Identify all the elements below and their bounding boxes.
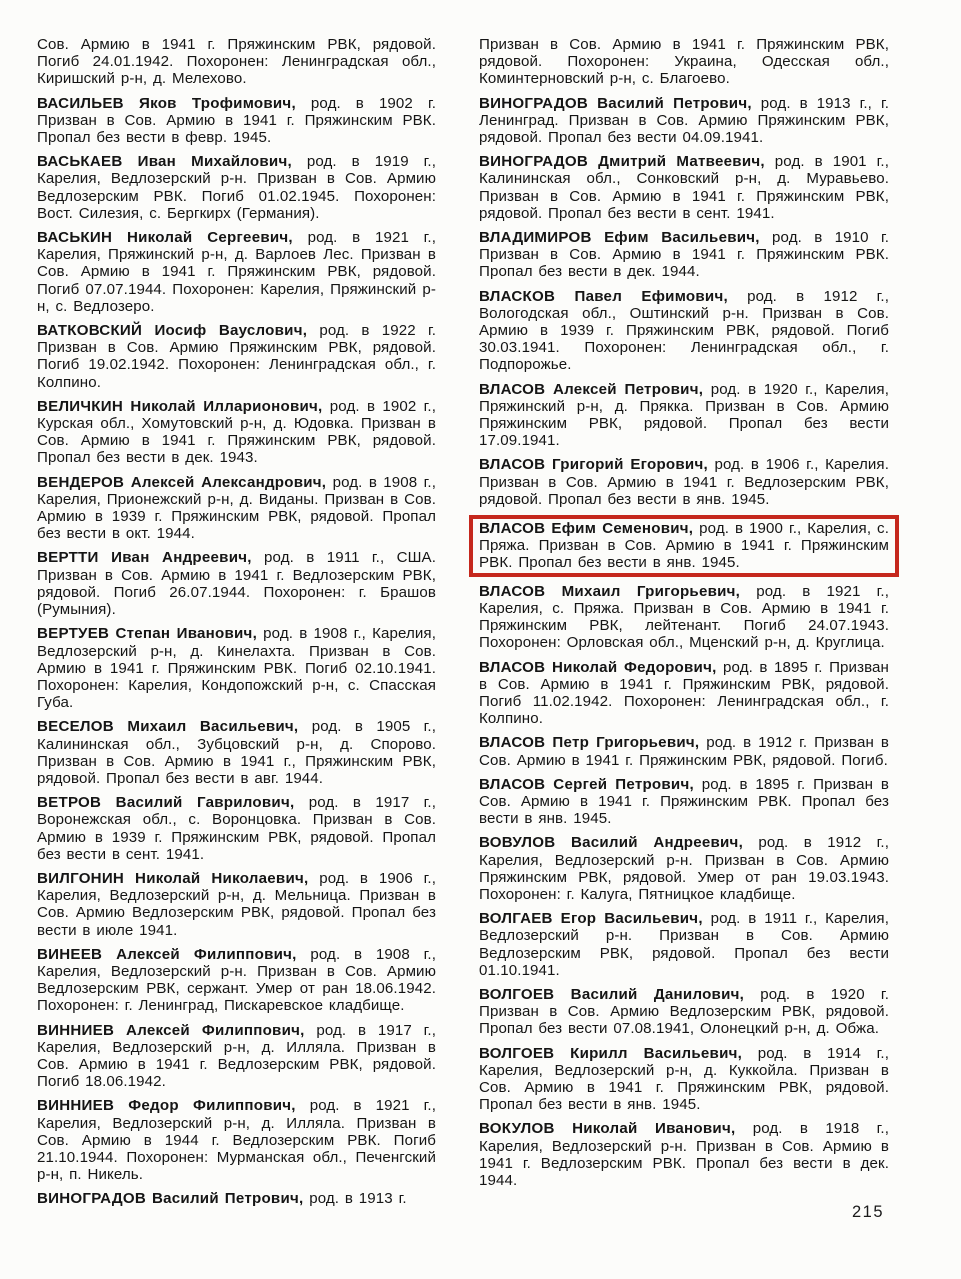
right-column xyxy=(479,36,889,1196)
entry-surname: ВОЛГОЕВ Василий Данилович, xyxy=(479,985,745,1003)
entry-surname: ВИННИЕВ Федор Филиппович, xyxy=(37,1097,296,1115)
entry: ВАСЬКАЕВ Иван Михайлович, род. в 1919 г., Карелия, Ведлозерский р-н. Призван в Сов. Армию Ведлозерским РВК. Погиб 01.02.1945. Похоронен: Вост. Силезия, с. Бергкирх (Германия). xyxy=(37,153,436,222)
entry: ВАСЬКИН Николай Сергеевич, род. в 1921 г., Карелия, Пряжинский р-н, д. Варлоев Лес. Призван в Сов. Армию в 1941 г. Пряжинским РВК, рядовой. Погиб 07.07.1944. Похоронен: Карелия, Пряжинский р-н, с. Ведлозеро. xyxy=(37,229,437,315)
entry-surname: ВИНЕЕВ Алексей Филиппович, xyxy=(37,945,297,963)
entry-surname: ВОЛГАЕВ Егор Васильевич, xyxy=(479,910,703,928)
entry-surname: ВОЛГОЕВ Кирилл Васильевич, xyxy=(479,1044,743,1062)
entry: ВЛАСОВ Сергей Петрович, род. в 1895 г. Призван в Сов. Армию в 1941 г. Пряжинским РВК. Пропал без вести в янв. 1945. xyxy=(479,775,890,828)
entry-surname: ВЕЛИЧКИН Николай Илларионович, xyxy=(37,397,323,415)
entry: ВЕСЕЛОВ Михаил Васильевич, род. в 1905 г., Калининская обл., Зубцовский р-н, д. Спорово. Призван в Сов. Армию в 1941 г., Пряжинским РВК, рядовой. Пропал без вести в авг. 1944. xyxy=(37,718,436,787)
entry: ВЛАСОВ Алексей Петрович, род. в 1920 г., Карелия, Пряжинский р-н, д. Прякка. Призван в Сов. Армию Пряжинским РВК, рядовой. Пропал без вести 17.09.1941. xyxy=(479,380,889,450)
entry: ВАТКОВСКИЙ Иосиф Вауслович, род. в 1922 г. Призван в Сов. Армию Пряжинским РВК, рядовой. Погиб 19.02.1942. Похоронен: Ленинградская обл., г. Колпино. xyxy=(37,322,436,391)
entry: ВЕРТТИ Иван Андреевич, род. в 1911 г., США. Призван в Сов. Армию в 1941 г. Ведлозерским РВК, рядовой. Погиб 26.07.1944. Похоронен: г. Брашов (Румыния). xyxy=(37,549,436,619)
entry-surname: ВЛАСОВ Сергей Петрович, xyxy=(479,775,694,793)
entry-surname: ВЛАСКОВ Павел Ефимович, xyxy=(479,287,728,305)
entry-surname: ВИНОГРАДОВ Василий Петрович, xyxy=(37,1190,304,1208)
entry: ВИННИЕВ Алексей Филиппович, род. в 1917 г., Карелия, Ведлозерский р-н, д. Илляла. Призван в Сов. Армию в 1941 г. Ведлозерским РВК, рядовой. Погиб 18.06.1942. xyxy=(37,1021,436,1091)
entry: ВИННИЕВ Федор Филиппович, род. в 1921 г., Карелия, Ведлозерский р-н, д. Илляла. Призван в Сов. Армию в 1944 г. Ведлозерским РВК. Погиб 21.10.1944. Похоронен: Мурманская обл., Печенгский р-н, п. Никель. xyxy=(37,1097,436,1184)
entry-surname: ВЕРТУЕВ Степан Иванович, xyxy=(37,625,258,643)
entry: ВОКУЛОВ Николай Иванович, род. в 1918 г., Карелия, Ведлозерский р-н. Призван в Сов. Армию в 1941 г. Ведлозерским РВК. Пропал без вести в дек. 1944. xyxy=(479,1120,889,1189)
entry-surname: ВИНОГРАДОВ Василий Петрович, xyxy=(479,94,752,112)
entry-surname: ВЛАСОВ Николай Федорович, xyxy=(479,658,717,676)
entry: ВЕРТУЕВ Степан Иванович, род. в 1908 г., Карелия, Ведлозерский р-н, д. Кинелахта. Призван в Сов. Армию в 1941 г. Пряжинским РВК. Погиб 02.10.1941. Похоронен: Карелия, Кондопожский р-н, с. Спасская Губа. xyxy=(37,625,436,712)
entry-surname: ВАСЬКАЕВ Иван Михайлович, xyxy=(37,153,292,171)
entry: ВЛАСОВ Григорий Егорович, род. в 1906 г., Карелия. Призван в Сов. Армию в 1941 г. Ведлозерским РВК, рядовой. Пропал без вести в янв. 1945. xyxy=(479,456,889,508)
entry-surname: ВИНОГРАДОВ Дмитрий Матвеевич, xyxy=(479,153,765,171)
entry-surname: ВЛАСОВ Михаил Григорьевич, xyxy=(479,582,741,600)
entry: Призван в Сов. Армию в 1941 г. Пряжинским РВК, рядовой. Похоронен: Украина, Одесская обл., Коминтерновский р-н, с. Благоево. xyxy=(479,36,889,88)
entry-surname: ВЕНДЕРОВ Алексей Александрович, xyxy=(37,473,327,491)
entry: ВЛАДИМИРОВ Ефим Васильевич, род. в 1910 г. Призван в Сов. Армию в 1941 г. Пряжинским РВК. Пропал без вести в дек. 1944. xyxy=(479,229,889,281)
left-column xyxy=(37,36,436,1215)
entry-surname: ВЛАСОВ Петр Григорьевич, xyxy=(479,734,700,752)
entry-surname: ВИЛГОНИН Николай Николаевич, xyxy=(37,869,309,887)
entry: ВЕНДЕРОВ Алексей Александрович, род. в 1908 г., Карелия, Прионежский р-н, д. Виданы. Призван в Сов. Армию в 1939 г. Пряжинским РВК, рядовой. Пропал без вести в окт. 1944. xyxy=(37,473,436,543)
entry: ВЛАСКОВ Павел Ефимович, род. в 1912 г., Вологодская обл., Оштинский р-н. Призван в Сов. Армию в 1939 г. Пряжинским РВК, рядовой. Погиб 30.03.1941. Похоронен: Ленинградская обл., г. Подпорожье. xyxy=(479,287,889,374)
entry: Сов. Армию в 1941 г. Пряжинским РВК, рядовой. Погиб 24.01.1942. Похоронен: Ленинградская обл., Киришский р-н, д. Мелехово. xyxy=(37,36,436,88)
entry: ВИНОГРАДОВ Дмитрий Матвеевич, род. в 1901 г., Калининская обл., Сонковский р-н, д. Муравьево. Призван в Сов. Армию в 1941 г. Пряжинским РВК, рядовой. Пропал без вести в сент. 1941. xyxy=(479,153,889,222)
entry-surname: ВЛАДИМИРОВ Ефим Васильевич, xyxy=(479,229,760,247)
entry: ВОЛГАЕВ Егор Васильевич, род. в 1911 г., Карелия, Ведлозерский р-н. Призван в Сов. Армию Ведлозерским РВК, рядовой. Пропал без вести 01.10.1941. xyxy=(479,910,889,979)
entry-surname: ВЛАСОВ Ефим Семенович, xyxy=(479,520,694,538)
entry: ВИНОГРАДОВ Василий Петрович, род. в 1913 г., г. Ленинград. Призван в Сов. Армию Пряжинским РВК, рядовой. Пропал без вести 04.09.1941. xyxy=(479,94,890,147)
entry: ВАСИЛЬЕВ Яков Трофимович, род. в 1902 г. Призван в Сов. Армию в 1941 г. Пряжинским РВК. Пропал без вести в февр. 1945. xyxy=(37,94,436,147)
entry-surname: ВЛАСОВ Алексей Петрович, xyxy=(479,380,704,398)
entry-surname: ВЕСЕЛОВ Михаил Васильевич, xyxy=(37,718,299,736)
highlight-box xyxy=(469,515,899,577)
highlighted-entry: ВЛАСОВ Ефим Семенович, род. в 1900 г., Карелия, с. Пряжа. Призван в Сов. Армию в 1941 г. Пряжинским РВК. Пропал без вести в янв. 1945. xyxy=(479,520,889,572)
entry-surname: ВОКУЛОВ Николай Иванович, xyxy=(479,1120,736,1138)
entry: ВЛАСОВ Михаил Григорьевич, род. в 1921 г., Карелия, с. Пряжа. Призван в Сов. Армию в 1941 г. Пряжинским РВК, лейтенант. Погиб 24.07.1943. Похоронен: Орловская обл., Мценский р-н, д. Круглица. xyxy=(479,582,889,652)
entry-surname: ВИННИЕВ Алексей Филиппович, xyxy=(37,1021,305,1039)
entry: ВЕТРОВ Василий Гаврилович, род. в 1917 г., Воронежская обл., с. Воронцовка. Призван в Сов. Армию в 1939 г. Пряжинским РВК, рядовой. Пропал без вести в сент. 1941. xyxy=(37,794,436,863)
entry: ВЛАСОВ Николай Федорович, род. в 1895 г. Призван в Сов. Армию в 1941 г. Пряжинским РВК, рядовой. Погиб 11.02.1942. Похоронен: Ленинградская обл., г. Колпино. xyxy=(479,658,889,728)
entry: ВОЛГОЕВ Василий Данилович, род. в 1920 г. Призван в Сов. Армию Ведлозерским РВК, рядовой. Пропал без вести 07.08.1941, Олонецкий р-н, д. Обжа. xyxy=(479,985,889,1038)
entry: ВИНОГРАДОВ Василий Петрович, род. в 1913 г. xyxy=(37,1190,407,1208)
entry: ВОВУЛОВ Василий Андреевич, род. в 1912 г., Карелия, Ведлозерский р-н. Призван в Сов. Армию Пряжинским РВК, рядовой. Умер от ран 19.03.1943. Похоронен: г. Калуга, Пятницкое кладбище. xyxy=(479,834,889,903)
entry-surname: ВЕТРОВ Василий Гаврилович, xyxy=(37,794,295,812)
entry-surname: ВОВУЛОВ Василий Андреевич, xyxy=(479,834,744,852)
entry-surname: ВАСЬКИН Николай Сергеевич, xyxy=(37,229,293,247)
entry-surname: ВАТКОВСКИЙ Иосиф Вауслович, xyxy=(37,322,308,340)
page-number: 215 xyxy=(852,1203,885,1221)
entry: ВИНЕЕВ Алексей Филиппович, род. в 1908 г., Карелия, Ведлозерский р-н. Призван в Сов. Армию Ведлозерским РВК, сержант. Умер от ран 18.06.1942. Похоронен: г. Ленинград, Пискаревское кладбище. xyxy=(37,945,436,1015)
entry: ВЕЛИЧКИН Николай Илларионович, род. в 1902 г., Курская обл., Хомутовский р-н, д. Юдовка. Призван в Сов. Армию в 1941 г. Пряжинским РВК, рядовой. Пропал без вести в дек. 1943. xyxy=(37,397,436,467)
entry-surname: ВАСИЛЬЕВ Яков Трофимович, xyxy=(37,94,296,112)
entry: ВОЛГОЕВ Кирилл Васильевич, род. в 1914 г., Карелия, Ведлозерский р-н, д. Куккойла. Призван в Сов. Армию в 1941 г. Пряжинским РВК, рядовой. Пропал без вести в янв. 1945. xyxy=(479,1044,890,1114)
entry-surname: ВЕРТТИ Иван Андреевич, xyxy=(37,549,252,567)
entry-surname: ВЛАСОВ Григорий Егорович, xyxy=(479,456,708,474)
entry: ВИЛГОНИН Николай Николаевич, род. в 1906 г., Карелия, Ведлозерский р-н, д. Мельница. Призван в Сов. Армию Ведлозерским РВК, рядовой. Пропал без вести в июле 1941. xyxy=(37,869,436,939)
entry: ВЛАСОВ Петр Григорьевич, род. в 1912 г. Призван в Сов. Армию в 1941 г. Пряжинским РВК, рядовой. Погиб. xyxy=(479,734,889,769)
